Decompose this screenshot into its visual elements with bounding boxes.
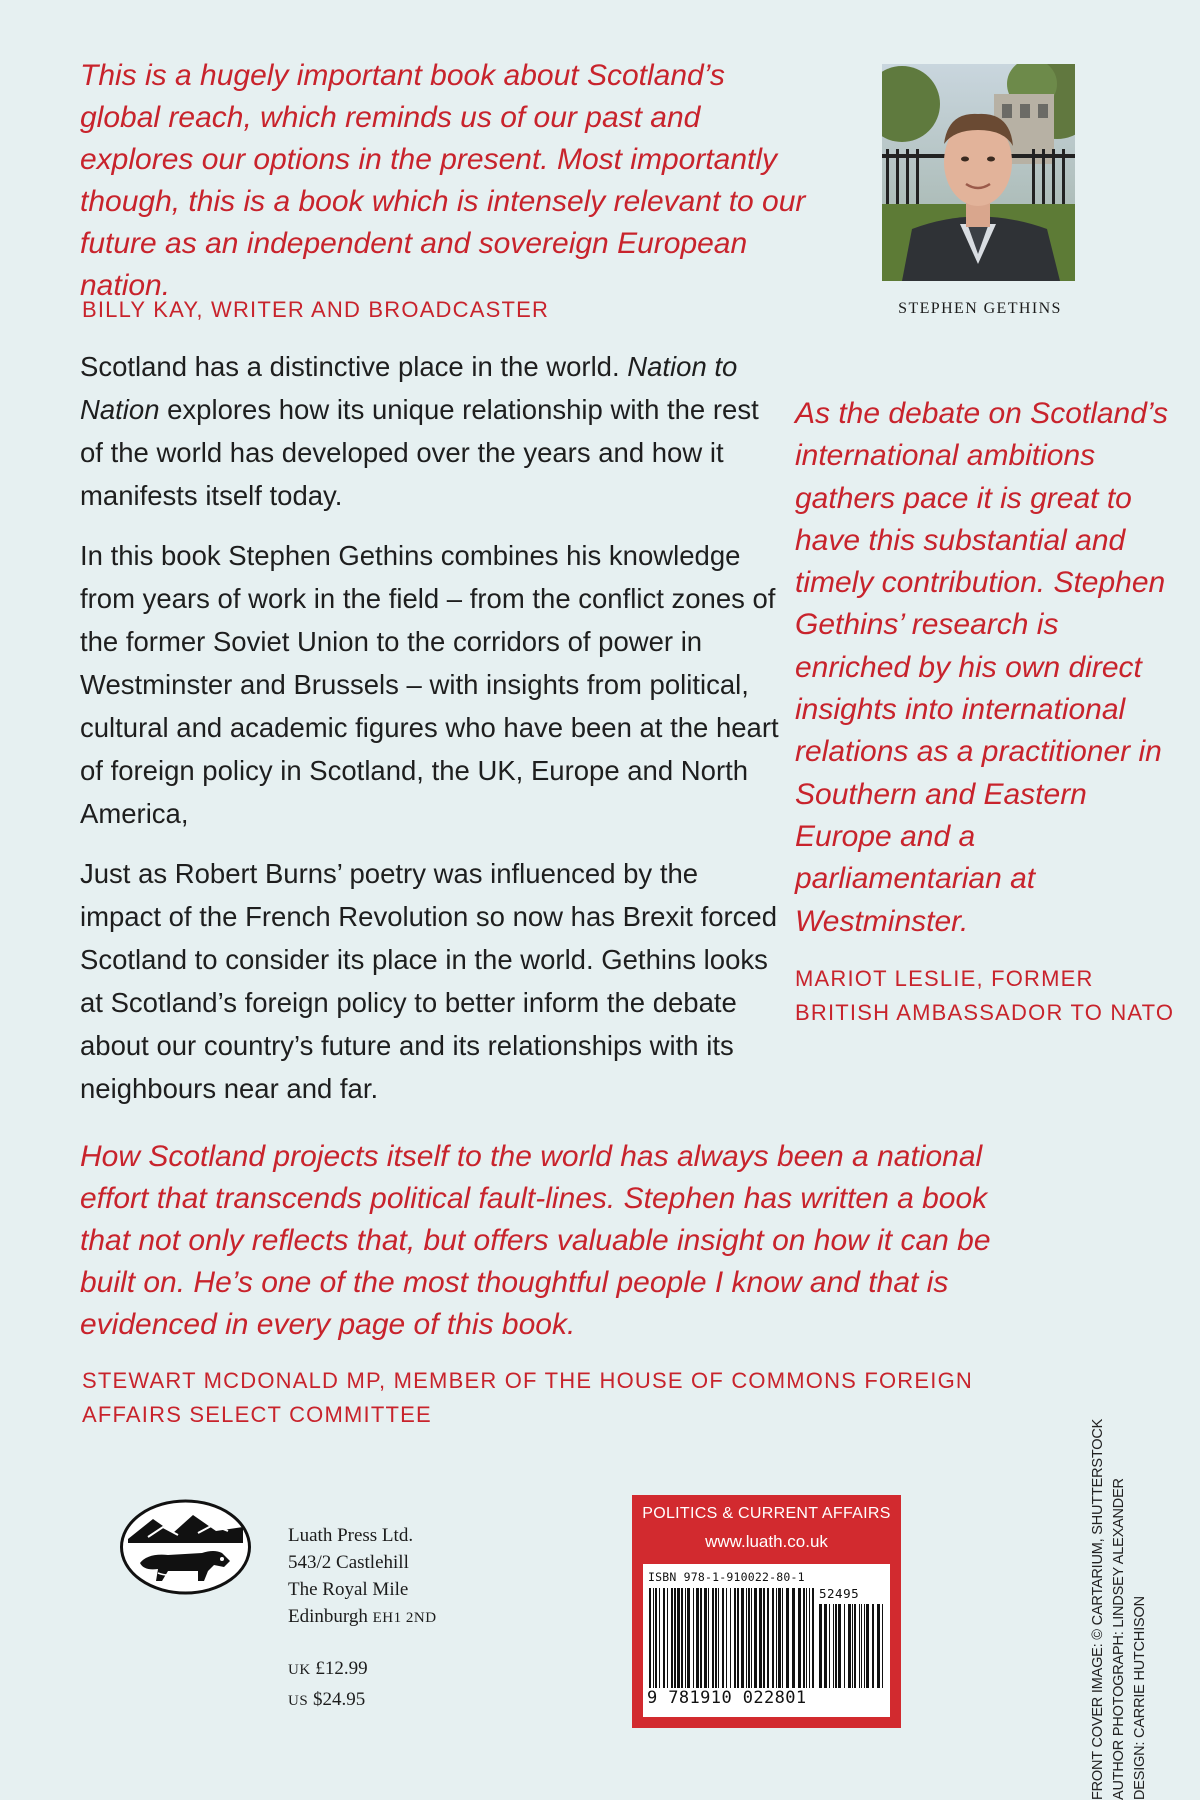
attribution-billy-kay: BILLY KAY, WRITER AND BROADCASTER <box>82 297 550 322</box>
price-us: US $24.95 <box>288 1689 366 1710</box>
barcode-area <box>643 1564 890 1717</box>
barcode-bars <box>649 1588 814 1688</box>
book-category: POLITICS & CURRENT AFFAIRS <box>642 1505 891 1522</box>
publisher-url: www.luath.co.uk <box>705 1532 828 1551</box>
quote-mariot-leslie: As the debate on Scotland’s international ambitions gathers pace it is great to have this substantial and timely contribution. Stephen Gethins’ research is enriched by his own direct insights into international relations as a practitioner in Southern and Eastern Europe and a parliamentarian at Westminster. <box>795 397 1169 938</box>
address-line-1: 543/2 Castlehill <box>288 1552 409 1573</box>
attribution-mariot-leslie: MARIOT LESLIE, FORMER BRITISH AMBASSADOR TO NATO <box>795 966 1175 1025</box>
book-blurb <box>80 345 780 1127</box>
blurb-paragraph-1: Scotland has a distinctive place in the world. Nation to Nation explores how its unique relationship with the rest of the world has developed over the years and how it manifests itself today. <box>80 351 759 511</box>
barcode-addon-bars <box>819 1604 883 1688</box>
prices <box>288 1654 368 1716</box>
address-city: Edinburgh EH1 2ND <box>288 1606 437 1627</box>
barcode-digits: 9 781910 022801 <box>647 1688 807 1708</box>
isbn-label: ISBN 978-1-910022-80-1 <box>648 1570 805 1584</box>
barcode-addon-code: 52495 <box>819 1586 860 1601</box>
credits <box>1088 1330 1151 1800</box>
publisher-logo <box>118 1497 253 1597</box>
credit-author-photo: AUTHOR PHOTOGRAPH: LINDSEY ALEXANDER <box>1111 1478 1127 1800</box>
attribution-stewart-mcdonald: STEWART MCDONALD MP, MEMBER OF THE HOUSE OF COMMONS FOREIGN AFFAIRS SELECT COMMITTEE <box>82 1368 973 1427</box>
quote-stewart-mcdonald: How Scotland projects itself to the world has always been a national effort that transcends political fault-lines. Stephen has written a book that not only reflects that, but offers valuable insight on how it can be built on. He’s one of the most thoughtful people I know and that is evidenced in every page of this book. <box>80 1140 991 1341</box>
author-caption: STEPHEN GETHINS <box>898 300 1062 317</box>
author-photo <box>882 64 1075 281</box>
publisher-address <box>288 1522 437 1632</box>
book-title: Nation to Nation <box>80 351 738 425</box>
credit-design: DESIGN: CARRIE HUTCHISON <box>1132 1596 1148 1800</box>
quote-billy-kay: This is a hugely important book about Scotland’s global reach, which reminds us of our past and explores our options in the present. Most importantly though, this is a book which is intensely relevant to our future as an independent and sovereign European nation. <box>80 59 806 302</box>
blurb-paragraph-2: In this book Stephen Gethins combines his knowledge from years of work in the field – from the conflict zones of the former Soviet Union to the corridors of power in Westminster and Brussels – with insights from political, cultural and academic figures who have been at the heart of foreign policy in Scotland, the UK, Europe and North America, <box>80 540 779 829</box>
publisher-name: Luath Press Ltd. <box>288 1525 414 1546</box>
barcode-panel <box>632 1495 901 1728</box>
address-line-2: The Royal Mile <box>288 1579 409 1600</box>
postcode: EH1 2ND <box>372 1610 437 1626</box>
credit-cover-image: FRONT COVER IMAGE: © CARTARIUM, SHUTTERSTOCK <box>1090 1418 1106 1800</box>
price-uk: UK £12.99 <box>288 1658 368 1679</box>
blurb-paragraph-3: Just as Robert Burns’ poetry was influenced by the impact of the French Revolution so now has Brexit forced Scotland to consider its place in the world. Gethins looks at Scotland’s foreign policy to better inform the debate about our country’s future and its relationships with its neighbours near and far. <box>80 858 778 1104</box>
